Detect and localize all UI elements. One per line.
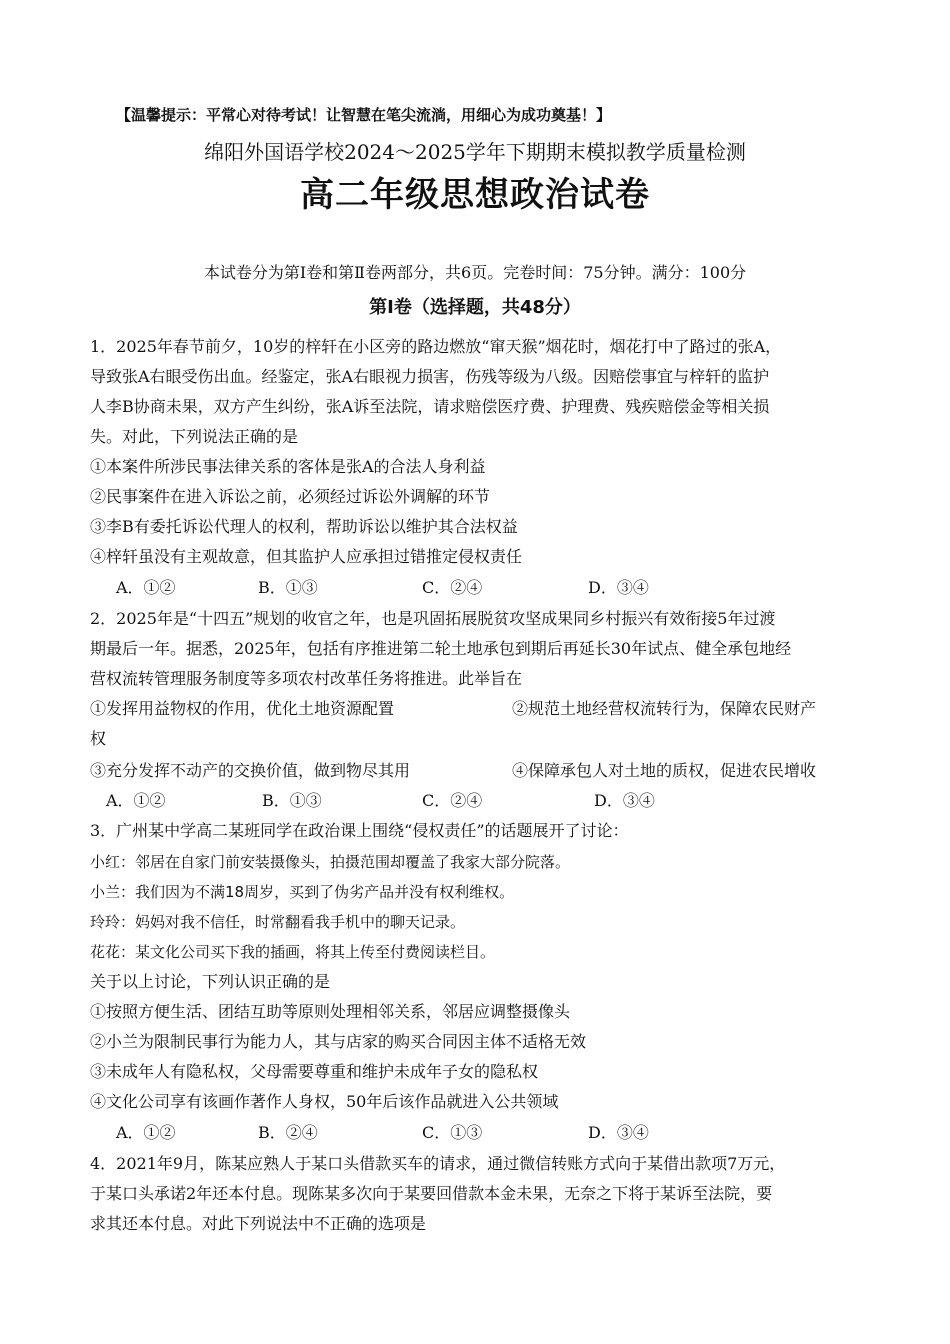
answer-options [0,1122,950,1144]
option-d[interactable]: D．③④ [588,1123,649,1142]
question-text-line: 3．广州某中学高二某班同学在政治课上围绕“侵权责任”的话题展开了讨论： [90,821,629,840]
question-text-line: 4．2021年9月，陈某应熟人于某口头借款买车的请求，通过微信转账方式向于某借出款项7万元， [90,1154,786,1173]
answer-options [0,577,950,599]
dialog-line: 玲玲：妈妈对我不信任，时常翻看我手机中的聊天记录。 [90,913,466,931]
statement-item: ①按照方便生活、团结互助等原则处理相邻关系，邻居应调整摄像头 [90,1002,571,1021]
option-a[interactable]: A．①② [106,791,166,810]
option-d[interactable]: D．③④ [594,791,655,810]
option-a[interactable]: A．①② [116,578,176,597]
question-text-line: 1．2025年春节前夕，10岁的梓轩在小区旁的路边燃放“窜天猴”烟花时，烟花打中了路过的张A， [90,337,782,356]
statement-item: ①本案件所涉民事法律关系的客体是张A的合法人身利益 [90,457,486,476]
statement-item-continued: 权 [90,729,107,748]
statement-item: ①发挥用益物权的作用，优化土地资源配置 [90,699,395,718]
dialog-line: 小红：邻居在自家门前安装摄像头，拍摄范围却覆盖了我家大部分院落。 [90,853,571,871]
answer-options [0,790,950,812]
school-heading: 绵阳外国语学校2024～2025学年下期期末模拟教学质量检测 [204,140,746,164]
dialog-line: 小兰：我们因为不满18周岁，买到了伪劣产品并没有权利维权。 [90,883,515,901]
question-text-line: 营权流转管理服务制度等多项农村改革任务将推进。此举旨在 [90,669,523,688]
page-title: 高二年级思想政治试卷 [300,175,650,215]
question-text-line: 人李B协商未果，双方产生纠纷，张A诉至法院，请求赔偿医疗费、护理费、残疾赔偿金等相关损 [90,397,770,416]
option-c[interactable]: C．②④ [422,791,483,810]
option-a[interactable]: A．①② [116,1123,176,1142]
section-heading: 第Ⅰ卷（选择题，共48分） [369,297,581,318]
statement-item: ②小兰为限制民事行为能力人，其与店家的购买合同因主体不适格无效 [90,1032,587,1051]
option-b[interactable]: B．①③ [262,791,322,810]
statement-item: ②规范土地经营权流转行为，保障农民财产 [512,699,817,718]
question-text-line: 失。对此，下列说法正确的是 [90,427,299,446]
option-d[interactable]: D．③④ [588,578,649,597]
warm-tip: 【温馨提示：平常心对待考试！让智慧在笔尖流淌，用细心为成功奠基！】 [116,106,612,124]
option-b[interactable]: B．①③ [258,578,318,597]
question-text-line: 导致张A右眼受伤出血。经鉴定，张A右眼视力损害，伤残等级为八级。因赔偿事宜与梓轩的监护 [90,367,770,386]
question-text-line: 2．2025年是“十四五”规划的收官之年，也是巩固拓展脱贫攻坚成果同乡村振兴有效衔接5年过渡 [90,609,776,628]
statement-item: ③李B有委托诉讼代理人的权利，帮助诉讼以维护其合法权益 [90,517,518,536]
statement-item: ④文化公司享有该画作著作人身权，50年后该作品就进入公共领域 [90,1092,559,1111]
option-c[interactable]: C．①③ [422,1123,483,1142]
question-text-line: 于某口头承诺2年还本付息。现陈某多次向于某要回借款本金未果，无奈之下将于某诉至法院，要 [90,1184,773,1203]
exam-info: 本试卷分为第Ⅰ卷和第Ⅱ卷两部分，共6页。完卷时间：75分钟。满分：100分 [203,263,747,282]
statement-item: ④梓轩虽没有主观故意，但其监护人应承担过错推定侵权责任 [90,547,523,566]
statement-item: ④保障承包人对土地的质权，促进农民增收 [512,761,817,780]
statement-item: ③未成年人有隐私权，父母需要尊重和维护未成年子女的隐私权 [90,1062,539,1081]
question-text-line: 关于以上讨论，下列认识正确的是 [90,972,331,991]
statement-item: ②民事案件在进入诉讼之前，必须经过诉讼外调解的环节 [90,487,491,506]
dialog-line: 花花：某文化公司买下我的插画，将其上传至付费阅读栏目。 [90,943,496,961]
statement-item: ③充分发挥不动产的交换价值，做到物尽其用 [90,761,411,780]
option-c[interactable]: C．②④ [422,578,483,597]
question-text-line: 求其还本付息。对此下列说法中不正确的选项是 [90,1214,427,1233]
question-text-line: 期最后一年。据悉，2025年，包括有序推进第二轮土地承包到期后再延长30年试点、健全承包地经 [90,639,792,658]
option-b[interactable]: B．②④ [258,1123,318,1142]
